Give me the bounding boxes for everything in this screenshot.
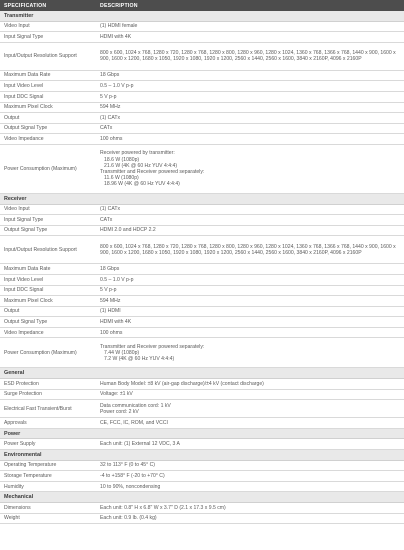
spec-value: CATx — [96, 215, 404, 226]
spec-value: 800 x 600, 1024 x 768, 1280 x 720, 1280 x 768, 1280 x 800, 1280 x 960, 1280 x 1024, 1360 x 768, 1366 x 768, 1440 x 900, 1600 x 900, 1600 x 1200, 1680 x 1050, 1920 x 1080, 1920 x 1200, 2560 x 1440, 2560 x 1600, 3840 x 2160P, 4096 x 2160P — [96, 42, 404, 70]
table-row — [0, 70, 404, 81]
spec-label: Storage Temperature — [0, 471, 96, 482]
spec-value: Each unit: 0.8" H x 6.8" W x 3.7" D (2.1 x 17.3 x 9.5 cm) — [96, 503, 404, 514]
table-row — [0, 513, 404, 524]
eft-line: Data communication cord: 1 kV — [100, 402, 171, 409]
power-line: 11.6 W (1080p) — [104, 175, 139, 182]
spec-value: (1) HDMI female — [96, 21, 404, 32]
table-row — [0, 91, 404, 102]
spec-value: HDMI with 4K — [96, 32, 404, 43]
spec-value: HDMI with 4K — [96, 317, 404, 328]
spec-value: 594 MHz — [96, 296, 404, 307]
spec-label: Surge Protection — [0, 389, 96, 400]
table-row — [0, 32, 404, 43]
table-row — [0, 481, 404, 492]
eft-line: Power cord: 2 kV — [100, 408, 139, 415]
section-environmental — [0, 450, 404, 461]
spec-value: Voltage: ±1 kV — [96, 389, 404, 400]
spec-label: Input Signal Type — [0, 32, 96, 43]
spec-label: Power Consumption (Maximum) — [0, 144, 96, 193]
table-row — [0, 338, 404, 368]
spec-value: 0.5 – 1.0 V p-p — [96, 81, 404, 92]
spec-value: 18 Gbps — [96, 70, 404, 81]
spec-value — [96, 144, 404, 193]
table-row — [0, 460, 404, 471]
section-title: Power — [0, 428, 404, 439]
section-power — [0, 428, 404, 439]
table-row — [0, 306, 404, 317]
spec-label: Video Input — [0, 21, 96, 32]
section-title: Transmitter — [0, 11, 404, 21]
header-specification: SPECIFICATION — [0, 0, 96, 11]
section-receiver — [0, 193, 404, 204]
header-description: DESCRIPTION — [96, 0, 404, 11]
power-line: 7.44 W (1080p) — [104, 349, 140, 356]
spec-value: 100 ohms — [96, 327, 404, 338]
spec-value: (1) CATx — [96, 113, 404, 124]
table-row — [0, 42, 404, 70]
table-row — [0, 225, 404, 236]
table-row — [0, 123, 404, 134]
table-row — [0, 503, 404, 514]
table-row — [0, 379, 404, 390]
spec-value: (1) CATx — [96, 204, 404, 215]
spec-label: Power Supply — [0, 439, 96, 450]
spec-label: Input DDC Signal — [0, 91, 96, 102]
table-row — [0, 236, 404, 264]
spec-label: Maximum Pixel Clock — [0, 102, 96, 113]
power-line: Receiver powered by transmitter: — [100, 150, 175, 157]
spec-label: Output Signal Type — [0, 225, 96, 236]
table-row — [0, 134, 404, 145]
table-row — [0, 274, 404, 285]
spec-value: -4 to +158° F (-20 to +70° C) — [96, 471, 404, 482]
spec-value: 5 V p-p — [96, 91, 404, 102]
table-row — [0, 264, 404, 275]
section-title: Environmental — [0, 450, 404, 461]
power-line: 7.2 W (4K @ 60 Hz YUV 4:4:4) — [104, 356, 175, 363]
spec-label: Weight — [0, 513, 96, 524]
spec-value — [96, 400, 404, 418]
spec-value: Each unit: 0.9 lb. (0.4 kg) — [96, 513, 404, 524]
power-line: Transmitter and Receiver powered separately: — [100, 343, 205, 350]
spec-value: 32 to 113° F (0 to 45° C) — [96, 460, 404, 471]
spec-value: Human Body Model: ±8 kV (air-gap discharge)/±4 kV (contact discharge) — [96, 379, 404, 390]
section-mechanical — [0, 492, 404, 503]
spec-value: 800 x 600, 1024 x 768, 1280 x 720, 1280 x 768, 1280 x 800, 1280 x 960, 1280 x 1024, 1360 x 768, 1366 x 768, 1440 x 900, 1600 x 900, 1600 x 1200, 1680 x 1050, 1920 x 1080, 1920 x 1200, 2560 x 1440, 2560 x 1600, 3840 x 2160P, 4096 x 2160P — [96, 236, 404, 264]
table-row — [0, 144, 404, 193]
table-row — [0, 21, 404, 32]
spec-value: 18 Gbps — [96, 264, 404, 275]
power-line: 21.6 W (4K @ 60 Hz YUV 4:4:4) — [104, 162, 178, 169]
spec-label: Input DDC Signal — [0, 285, 96, 296]
spec-value: (1) HDMI — [96, 306, 404, 317]
spec-label: Input Signal Type — [0, 215, 96, 226]
spec-label: Approvals — [0, 418, 96, 429]
spec-label: Output Signal Type — [0, 317, 96, 328]
spec-value: 100 ohms — [96, 134, 404, 145]
section-title: General — [0, 368, 404, 379]
spec-label: Humidity — [0, 481, 96, 492]
table-row — [0, 81, 404, 92]
table-row — [0, 439, 404, 450]
spec-label: Maximum Pixel Clock — [0, 296, 96, 307]
spec-label: Power Consumption (Maximum) — [0, 338, 96, 368]
spec-value: CATx — [96, 123, 404, 134]
spec-label: Operating Temperature — [0, 460, 96, 471]
spec-label: Output Signal Type — [0, 123, 96, 134]
table-row — [0, 400, 404, 418]
spec-label: Input/Output Resolution Support — [0, 236, 96, 264]
spec-label: Dimensions — [0, 503, 96, 514]
table-header — [0, 0, 404, 11]
spec-label: ESD Protection — [0, 379, 96, 390]
spec-label: Input/Output Resolution Support — [0, 42, 96, 70]
table-row — [0, 215, 404, 226]
table-row — [0, 317, 404, 328]
table-row — [0, 113, 404, 124]
table-row — [0, 327, 404, 338]
section-transmitter — [0, 11, 404, 21]
spec-value: HDMI 2.0 and HDCP 2.2 — [96, 225, 404, 236]
spec-value — [96, 338, 404, 368]
spec-label: Maximum Data Rate — [0, 264, 96, 275]
table-row — [0, 418, 404, 429]
spec-value: 5 V p-p — [96, 285, 404, 296]
table-row — [0, 296, 404, 307]
table-row — [0, 102, 404, 113]
spec-label: Video Impedance — [0, 327, 96, 338]
section-title: Receiver — [0, 193, 404, 204]
spec-value: 594 MHz — [96, 102, 404, 113]
power-line: Transmitter and Receiver powered separately: — [100, 168, 205, 175]
spec-value: CE, FCC, IC, ROM, and VCCI — [96, 418, 404, 429]
spec-label: Video Input — [0, 204, 96, 215]
spec-label: Output — [0, 306, 96, 317]
spec-label: Electrical Fast Transient/Burst — [0, 400, 96, 418]
spec-value: 0.5 – 1.0 V p-p — [96, 274, 404, 285]
power-line: 18.6 W (1080p) — [104, 156, 140, 163]
spec-label: Input Video Level — [0, 274, 96, 285]
section-general — [0, 368, 404, 379]
spec-label: Input Video Level — [0, 81, 96, 92]
power-line: 18.96 W (4K @ 60 Hz YUV 4:4:4) — [104, 181, 180, 188]
table-row — [0, 471, 404, 482]
table-row — [0, 204, 404, 215]
spec-label: Maximum Data Rate — [0, 70, 96, 81]
spec-value: Each unit: (1) External 12 VDC, 3 A — [96, 439, 404, 450]
section-title: Mechanical — [0, 492, 404, 503]
spec-value: 10 to 90%, noncondensing — [96, 481, 404, 492]
spec-label: Output — [0, 113, 96, 124]
spec-label: Video Impedance — [0, 134, 96, 145]
table-row — [0, 389, 404, 400]
table-row — [0, 285, 404, 296]
